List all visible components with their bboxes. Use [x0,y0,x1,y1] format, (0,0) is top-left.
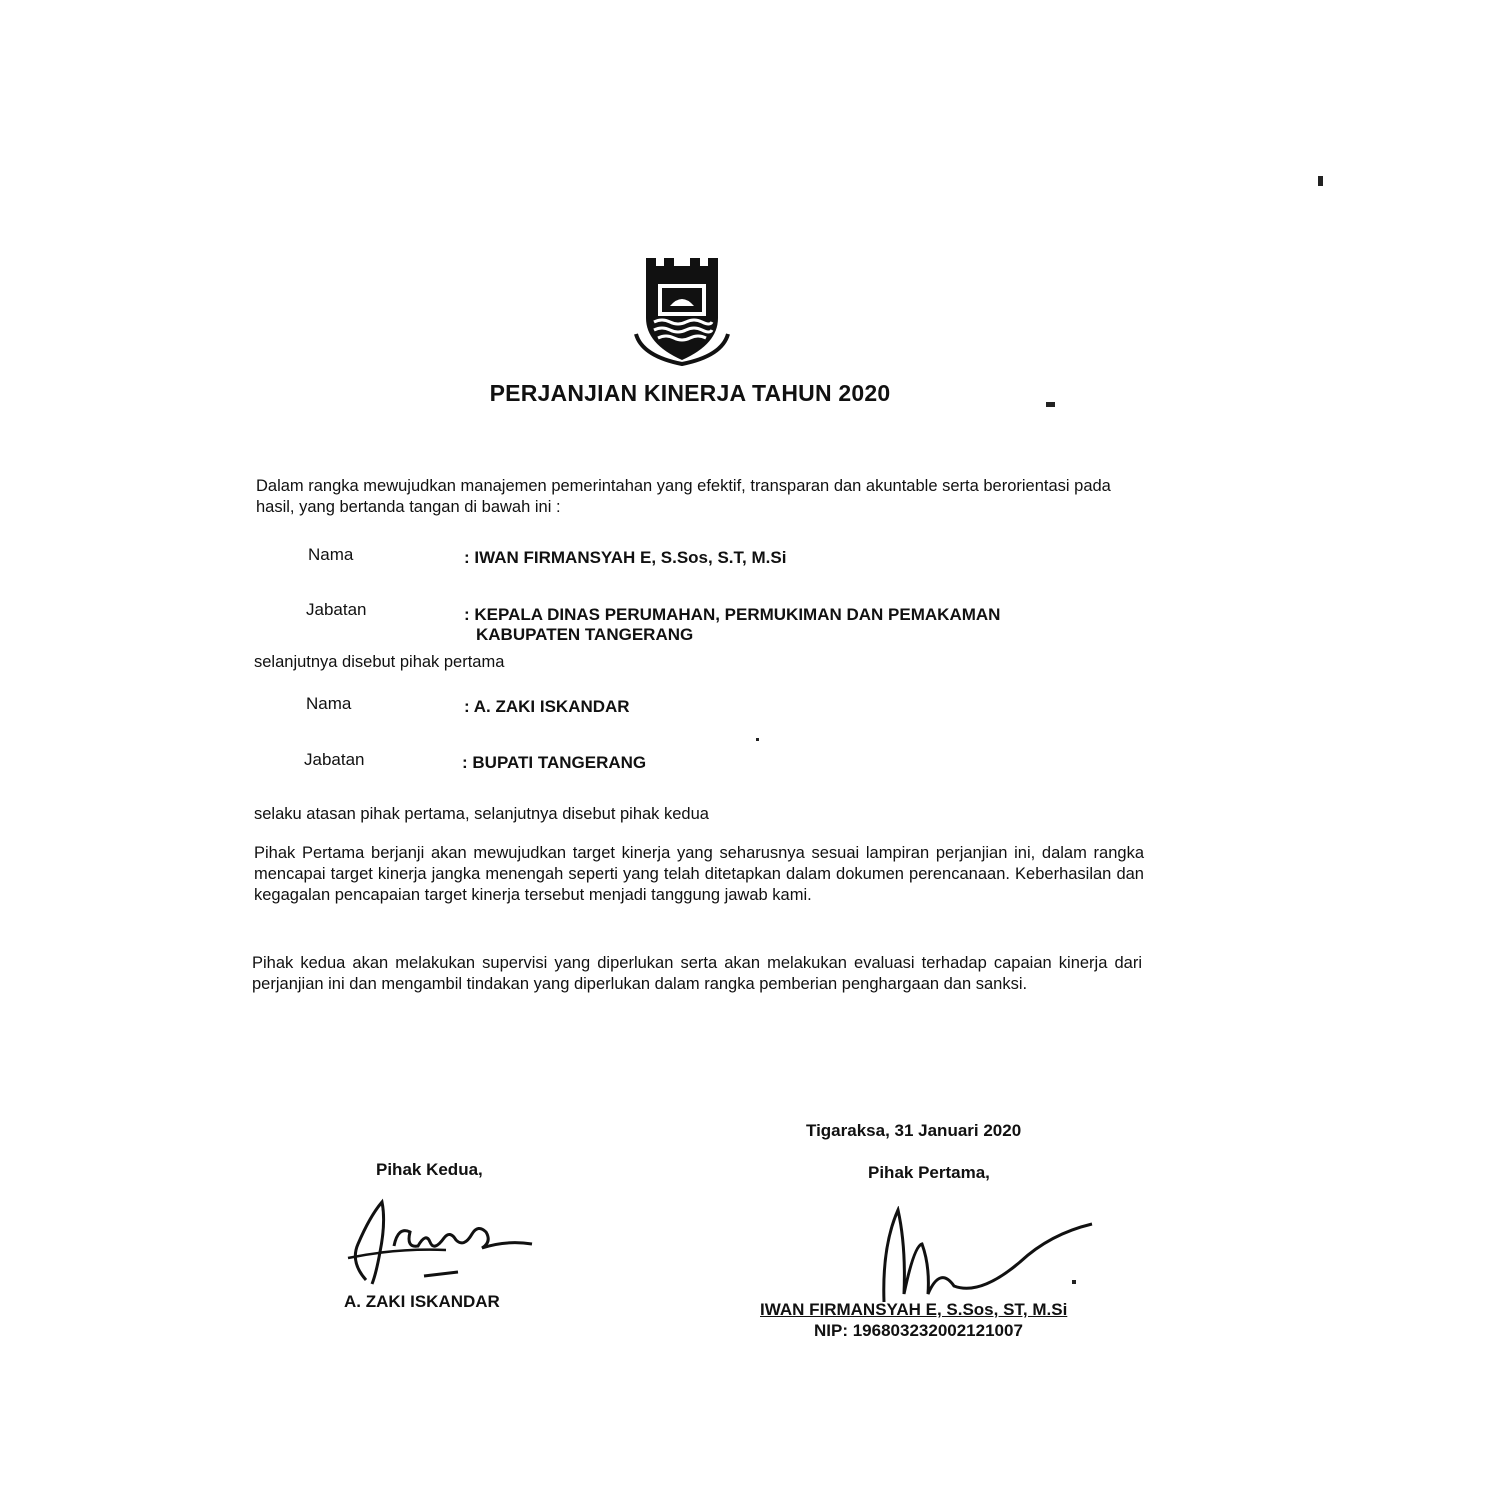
scan-speck [1318,176,1323,186]
second-party-position-value: : BUPATI TANGERANG [462,753,647,772]
signing-place-date: Tigaraksa, 31 Januari 2020 [806,1121,1022,1140]
first-party-nip: NIP: 196803232002121007 [814,1321,1023,1340]
commitment-paragraph: Pihak Pertama berjanji akan mewujudkan target kinerja yang seharusnya sesuai lampiran perjanjian ini, dalam rangka mencapai target kinerja jangka menengah seperti yang telah ditetapkan dalam dokumen perencanaan. Keberhasilan dan kegagalan pencapaian target kinerja tersebut menjadi tanggung jawab kami. [254,844,1144,904]
first-party-position-label: Jabatan [306,600,367,619]
scan-speck [756,738,759,741]
second-party-designation: selaku atasan pihak pertama, selanjutnya disebut pihak kedua [254,805,709,823]
first-party-role-label: Pihak Pertama, [868,1163,990,1182]
second-party-name-label: Nama [306,694,352,713]
scan-speck [1046,402,1055,407]
second-party-name-value: : A. ZAKI ISKANDAR [464,697,630,716]
first-party-designation: selanjutnya disebut pihak pertama [254,653,505,671]
supervision-paragraph: Pihak kedua akan melakukan supervisi yang diperlukan serta akan melakukan evaluasi terhadap capaian kinerja dari perjanjian ini dan mengambil tindakan yang diperlukan dalam rangka pemberian penghargaan dan sanksi. [252,954,1142,993]
regency-emblem-icon [632,256,732,366]
first-party-position-value-cont: KABUPATEN TANGERANG [476,625,694,644]
second-party-signature-icon [336,1192,546,1292]
scan-speck [1072,1280,1076,1284]
first-party-name-value: : IWAN FIRMANSYAH E, S.Sos, S.T, M.Si [464,548,787,567]
first-party-name-label: Nama [308,545,354,564]
first-party-position-value: : KEPALA DINAS PERUMAHAN, PERMUKIMAN DAN PEMAKAMAN [464,605,1001,624]
first-party-signatory-name: IWAN FIRMANSYAH E, S.Sos, ST, M.Si [760,1300,1068,1319]
second-party-role-label: Pihak Kedua, [376,1160,483,1179]
first-party-signature-icon [870,1206,1110,1306]
document-title: PERJANJIAN KINERJA TAHUN 2020 [489,380,891,406]
second-party-signatory-name: A. ZAKI ISKANDAR [344,1292,500,1311]
intro-paragraph: Dalam rangka mewujudkan manajemen pemerintahan yang efektif, transparan dan akuntable serta berorientasi pada hasil, yang bertanda tangan di bawah ini : [256,477,1111,516]
second-party-position-label: Jabatan [304,750,365,769]
